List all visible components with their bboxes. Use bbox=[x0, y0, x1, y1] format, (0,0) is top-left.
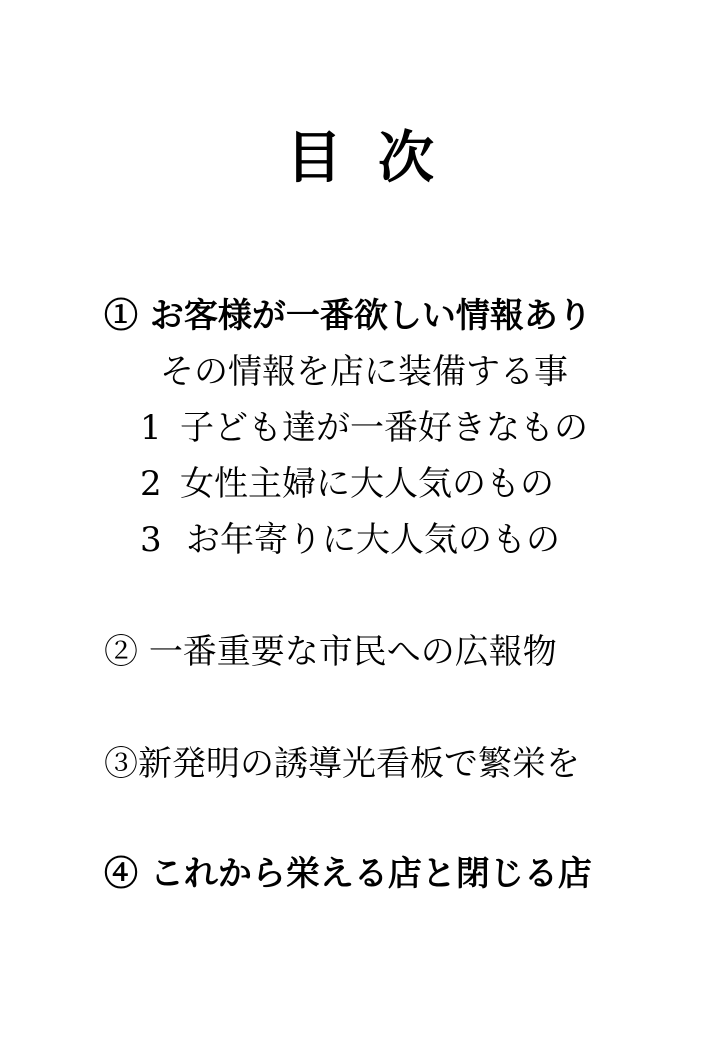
section-heading-text: これから栄える店と閉じる店 bbox=[149, 854, 592, 894]
item-number: 2 bbox=[140, 464, 162, 504]
toc-section-3-heading bbox=[104, 742, 580, 786]
section-heading-text: お客様が一番欲しい情報あり bbox=[149, 296, 592, 336]
section-heading-text: 一番重要な市民への広報物 bbox=[148, 632, 557, 672]
section-marker: ④ bbox=[104, 854, 138, 894]
toc-section-1-subheading: その情報を店に装備する事 bbox=[160, 352, 568, 392]
item-number: 1 bbox=[140, 408, 162, 448]
title-char-2: 次 bbox=[378, 125, 434, 191]
section-marker: ① bbox=[104, 296, 138, 336]
item-text: 子ども達が一番好きなもの bbox=[180, 408, 588, 448]
section-marker: ③ bbox=[104, 744, 138, 784]
item-text: お年寄りに大人気のもの bbox=[186, 520, 560, 560]
title-char-1: 目 bbox=[286, 125, 342, 191]
item-number: 3 bbox=[140, 520, 162, 560]
section-heading-text: 新発明の誘導光看板で繁栄を bbox=[138, 744, 580, 784]
toc-section-4-heading bbox=[104, 852, 592, 896]
toc-section-1-item-2 bbox=[140, 462, 554, 506]
toc-section-1-item-1 bbox=[140, 406, 588, 450]
section-marker: ② bbox=[104, 632, 138, 672]
page-title bbox=[0, 118, 720, 198]
toc-section-2-heading bbox=[104, 630, 557, 674]
toc-section-1-item-3 bbox=[140, 518, 560, 562]
toc-section-1-heading bbox=[104, 294, 592, 338]
item-text: 女性主婦に大人気のもの bbox=[180, 464, 554, 504]
